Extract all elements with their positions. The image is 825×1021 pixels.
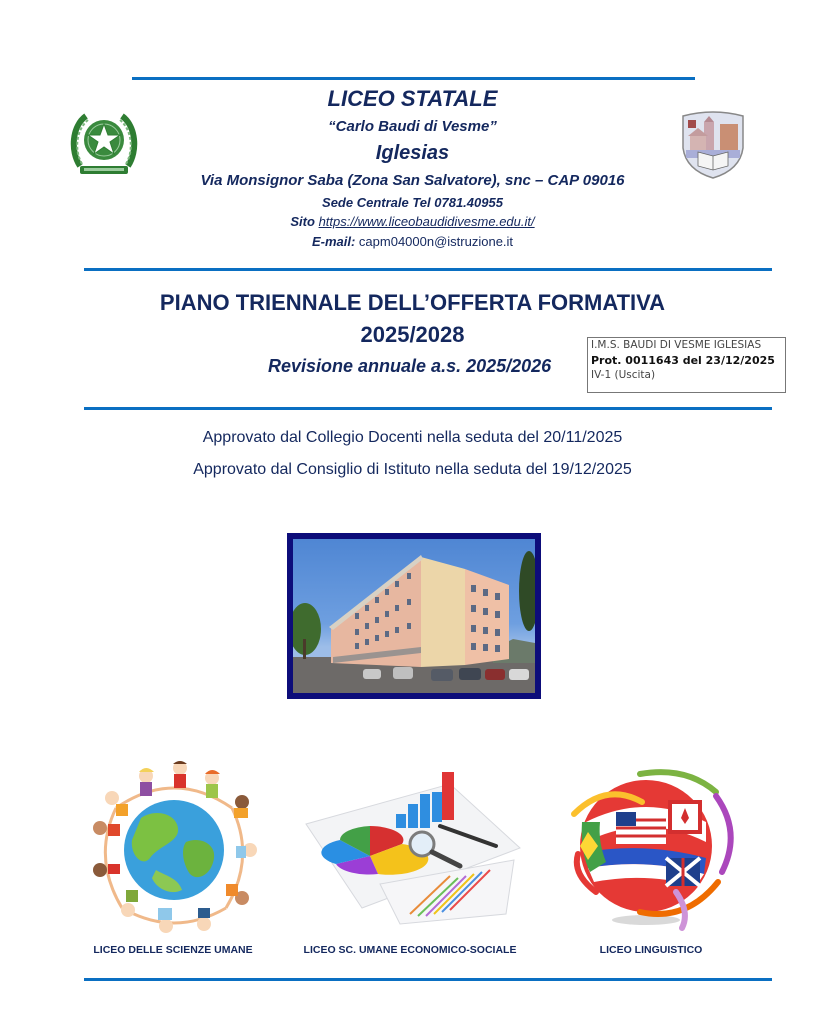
course-label-linguistico: LICEO LINGUISTICO	[599, 944, 703, 956]
school-building-photo-frame	[287, 533, 541, 699]
protocol-stamp	[587, 337, 786, 393]
institution-type: LICEO STATALE	[327, 86, 498, 111]
website-line	[0, 214, 825, 229]
charts-and-graphs-icon	[300, 764, 522, 934]
email-label: E-mail:	[311, 234, 356, 249]
document-revision: Revisione annuale a.s. 2025/2026	[268, 356, 552, 376]
website-label: Sito	[290, 214, 315, 229]
stamp-classification: IV-1 (Uscita)	[591, 369, 656, 381]
document-years: 2025/2028	[360, 322, 465, 347]
bottom-rule	[84, 978, 772, 981]
flags-globe-icon	[566, 762, 736, 932]
approval-collegio: Approvato dal Collegio Docenti nella seduta del 20/11/2025	[202, 429, 623, 446]
city: Iglesias	[375, 142, 450, 164]
school-building-photo	[293, 539, 535, 693]
email-line	[0, 234, 825, 249]
school-name: “Carlo Baudi di Vesme”	[328, 118, 497, 135]
approval-consiglio: Approvato dal Consiglio di Istituto nella seduta del 19/12/2025	[193, 461, 632, 478]
course-label-economico-sociale: LICEO SC. UMANE ECONOMICO-SOCIALE	[303, 944, 517, 956]
email-address: capm04000n@istruzione.it	[358, 234, 514, 249]
top-rule	[132, 77, 695, 80]
course-label-scienze-umane: LICEO DELLE SCIENZE UMANE	[93, 944, 253, 956]
document-title: PIANO TRIENNALE DELL’OFFERTA FORMATIVA	[159, 290, 666, 315]
website-link[interactable]: https://www.liceobaudidivesme.edu.it/	[318, 214, 535, 229]
stamp-institution: I.M.S. BAUDI DI VESME IGLESIAS	[591, 339, 762, 351]
children-around-globe-icon	[86, 758, 261, 934]
title-divider	[84, 407, 772, 410]
header-divider	[84, 268, 772, 271]
stamp-protocol-number: Prot. 0011643 del 23/12/2025	[591, 354, 775, 367]
address: Via Monsignor Saba (Zona San Salvatore), snc – CAP 09016	[200, 172, 625, 189]
phone: Sede Centrale Tel 0781.40955	[322, 195, 503, 210]
